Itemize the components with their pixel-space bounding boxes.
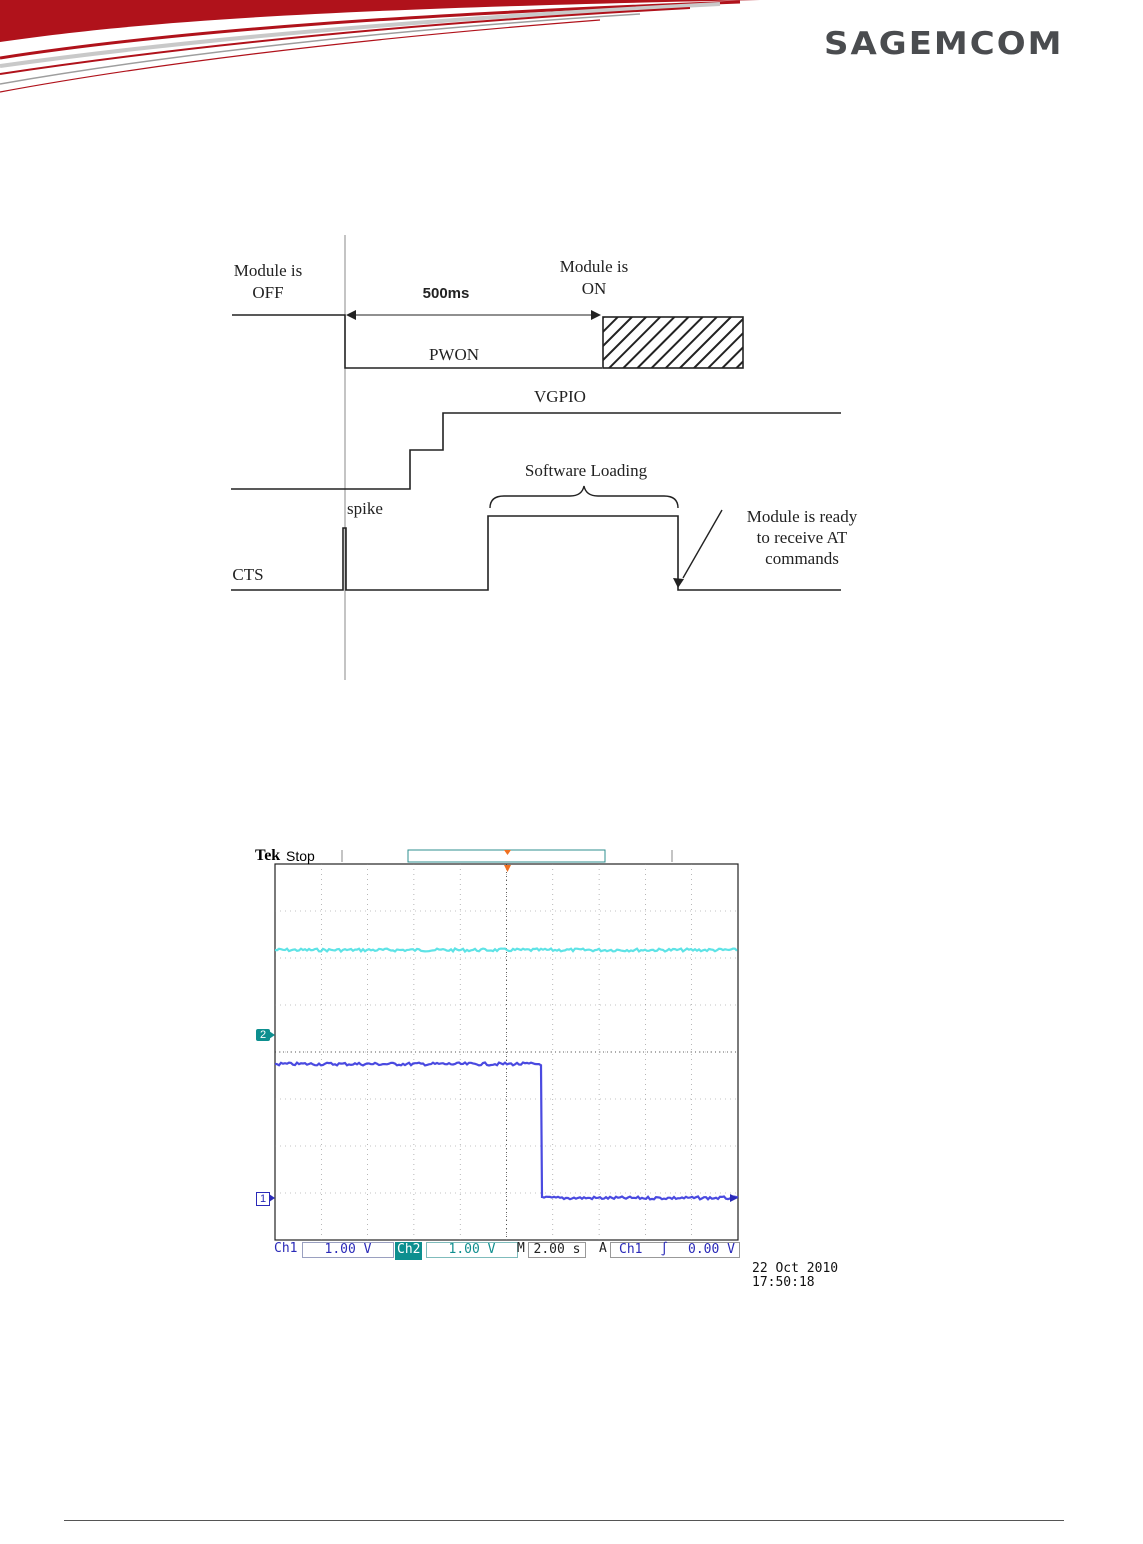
sagemcom-logo: SAGEMCOM [824,25,1064,63]
footer-rule [64,1520,1064,1521]
software-loading-brace [490,486,678,508]
svg-text:OFF: OFF [252,283,284,302]
svg-text:Module is ready: Module is ready [746,507,858,526]
ch1-label: Ch1 [274,1241,298,1256]
svg-text:spike: spike [347,499,383,518]
trigger-position-icon [504,850,511,855]
trigger-label: A [599,1241,607,1256]
ch2-marker: 2 [256,1029,270,1041]
cts-trace [231,516,841,590]
acquisition-status: Stop [286,848,315,864]
trigger-settings [610,1242,740,1258]
trigger-source: Ch1 [619,1242,643,1257]
module-on-hatched-area [603,317,743,368]
svg-text:500ms: 500ms [422,285,470,302]
svg-text:commands: commands [765,549,839,568]
rising-edge-icon: ∫ [660,1242,669,1257]
power-on-timing-diagram [0,0,1143,720]
timebase-value: 2.00 s [528,1242,586,1258]
trigger-level: 0.00 V [688,1242,735,1257]
tek-brand: Tek [255,847,281,864]
arrow-right-icon [591,310,601,320]
arrow-left-icon [346,310,356,320]
ch2-scale: 1.00 V [426,1242,518,1258]
capture-date: 22 Oct 2010 [752,1261,839,1276]
svg-text:Software Loading: Software Loading [524,461,648,480]
svg-text:CTS: CTS [232,565,264,584]
svg-text:VGPIO: VGPIO [534,387,586,406]
svg-text:PWON: PWON [428,345,480,364]
svg-text:Module is: Module is [559,257,629,276]
ch1-scale: 1.00 V [302,1242,394,1258]
svg-text:Module is: Module is [233,261,303,280]
ch1-marker: 1 [256,1192,270,1206]
pwon-trace [232,315,602,368]
capture-timestamp [752,1262,838,1290]
svg-text:to receive AT: to receive AT [756,528,848,547]
ch2-label: Ch2 [395,1242,422,1260]
ready-arrow-icon [673,578,684,588]
timebase-label: M [517,1241,525,1256]
capture-time: 17:50:18 [752,1275,815,1290]
svg-text:ON: ON [581,279,607,298]
oscilloscope-capture [250,842,870,1302]
oscilloscope-screen [250,842,870,1302]
